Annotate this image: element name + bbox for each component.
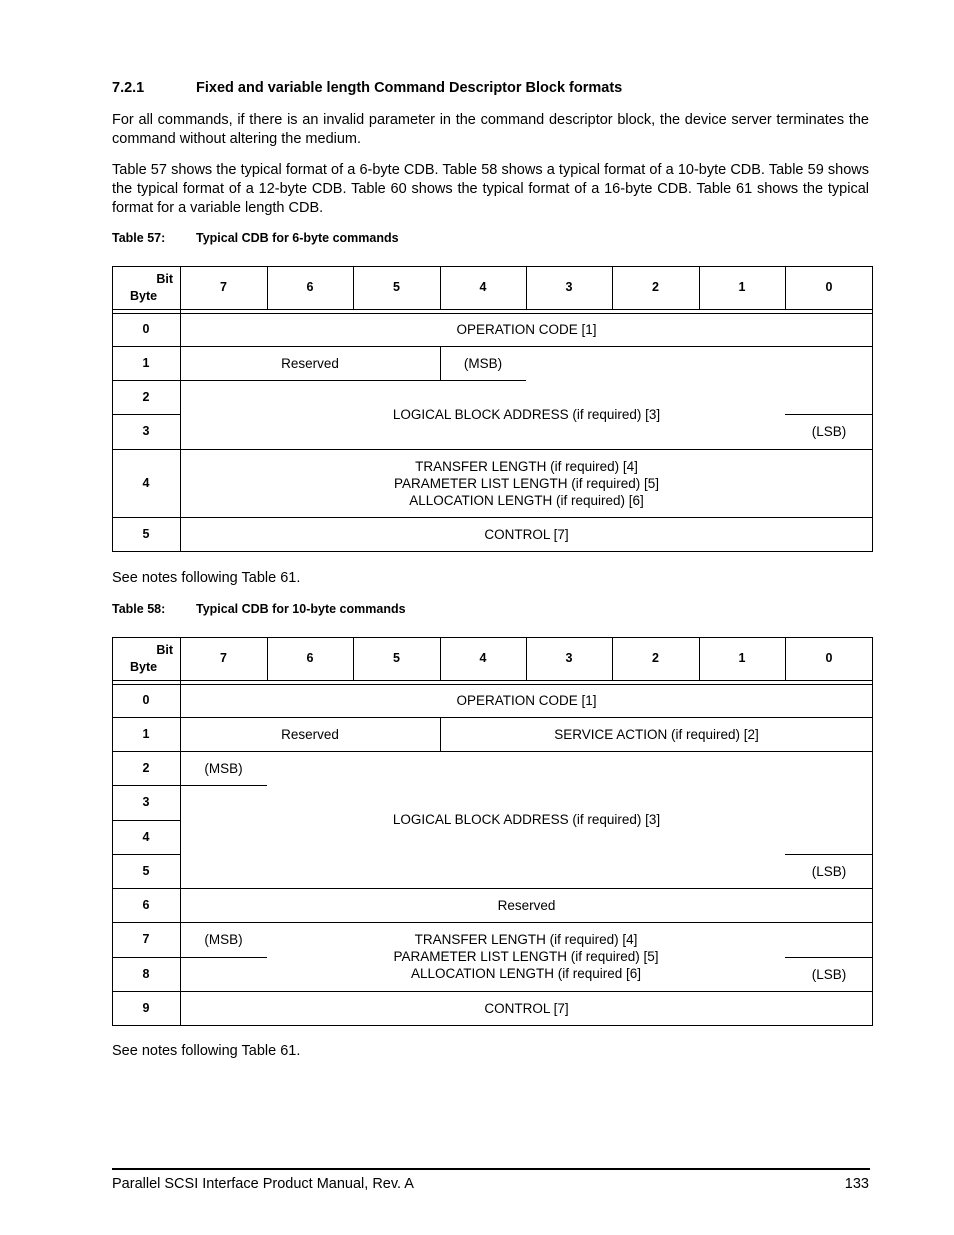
bit-byte-header [112,637,180,680]
table57-title: Typical CDB for 6-byte commands [196,231,399,245]
footer-divider [112,1168,870,1170]
reserved-field: Reserved [281,726,339,742]
lsb-label-byte8: (LSB) [811,966,847,982]
parameter-list-length-text: PARAMETER LIST LENGTH (if required) [5] [393,475,660,491]
transfer-length-text: TRANSFER LENGTH (if required) [4] [415,458,638,474]
reserved-field: Reserved [281,355,339,371]
byte-5: 5 [142,863,150,878]
footer-title: Parallel SCSI Interface Product Manual, Rev. A [112,1176,414,1192]
control-field: CONTROL [7] [484,1000,569,1016]
bit-3-header: 3 [565,280,573,294]
table58-title: Typical CDB for 10-byte commands [196,602,406,616]
reserved-byte6-field: Reserved [497,897,556,913]
byte-2: 2 [142,760,150,775]
byte-5: 5 [142,526,150,541]
section-title: Fixed and variable length Command Descriptor Block formats [196,80,623,96]
allocation-length-text: ALLOCATION LENGTH (if required [6] [410,966,642,981]
table58-label: Table 58: [112,602,166,616]
length-field [180,449,873,517]
byte-3: 3 [142,795,150,809]
section-number: 7.2.1 [112,80,145,96]
bit-1-header: 1 [738,280,746,294]
table58-note: See notes following Table 61. [112,1043,301,1059]
service-action-field: SERVICE ACTION (if required) [2] [554,726,759,742]
byte-9: 9 [142,1000,150,1015]
bit-6-header: 6 [306,280,314,294]
bit-5-header: 5 [393,280,400,294]
lsb-label: (LSB) [811,863,847,879]
msb-label-byte7: (MSB) [204,932,243,947]
msb-label: (MSB) [204,760,243,776]
bit-3-header: 3 [565,651,573,665]
table57 [112,266,873,552]
byte-0: 0 [142,693,150,707]
msb-label: (MSB) [463,355,503,371]
bit-byte-header [112,266,180,309]
bit-1-header: 1 [738,651,746,665]
byte-1: 1 [142,726,150,741]
byte-7: 7 [142,932,150,946]
section-heading [112,80,622,96]
byte-1: 1 [142,355,150,370]
bit-4-header: 4 [479,280,487,294]
paragraph-2: Table 57 shows the typical format of a 6-byte CDB. Table 58 shows a typical format of a 10-byte CDB. Table 59 shows the typical format of a 12-byte CDB. Table 60 shows the typical format of a 16-byte CDB. Table 61 shows the typical format for a variable length CDB. [112,162,869,216]
byte-3: 3 [142,424,150,438]
operation-code-field: OPERATION CODE [1] [456,693,597,708]
bit-4-header: 4 [479,651,487,665]
bit-7-header: 7 [220,651,227,665]
bit-7-header: 7 [220,280,227,294]
bit-label: Bit [156,642,173,657]
bit-6-header: 6 [306,651,314,665]
bit-0-header: 0 [825,280,833,294]
bit-5-header: 5 [393,651,400,665]
table58 [112,637,873,1026]
paragraph-1: For all commands, if there is an invalid parameter in the command descriptor block, the device server terminates the command without altering the medium. [112,112,869,147]
control-field: CONTROL [7] [484,526,569,542]
operation-code-field: OPERATION CODE [1] [456,322,597,337]
logical-block-address-field: LOGICAL BLOCK ADDRESS (if required) [3] [392,407,661,422]
byte-4: 4 [142,475,150,490]
bit-2-header: 2 [652,651,659,665]
byte-6: 6 [142,897,150,912]
bit-0-header: 0 [825,651,833,665]
byte-0: 0 [142,322,150,336]
byte-4: 4 [142,829,150,844]
lsb-label: (LSB) [811,424,847,439]
allocation-length-text: ALLOCATION LENGTH (if required) [6] [409,492,644,508]
byte-2: 2 [142,389,150,404]
bit-label: Bit [156,271,173,286]
table57-caption [112,231,399,245]
byte-label: Byte [130,288,158,303]
byte-8: 8 [142,966,150,981]
length-field [267,922,785,991]
table57-label: Table 57: [112,231,166,245]
parameter-list-length-text: PARAMETER LIST LENGTH (if required) [5] [393,949,659,964]
table58-caption [112,602,406,616]
table57-note: See notes following Table 61. [112,570,301,586]
transfer-length-text: TRANSFER LENGTH (if required) [4] [414,932,638,947]
byte-label: Byte [130,659,158,674]
bit-2-header: 2 [652,280,659,294]
page-number: 133 [844,1176,869,1192]
logical-block-address-field: LOGICAL BLOCK ADDRESS (if required) [3] [392,812,661,827]
